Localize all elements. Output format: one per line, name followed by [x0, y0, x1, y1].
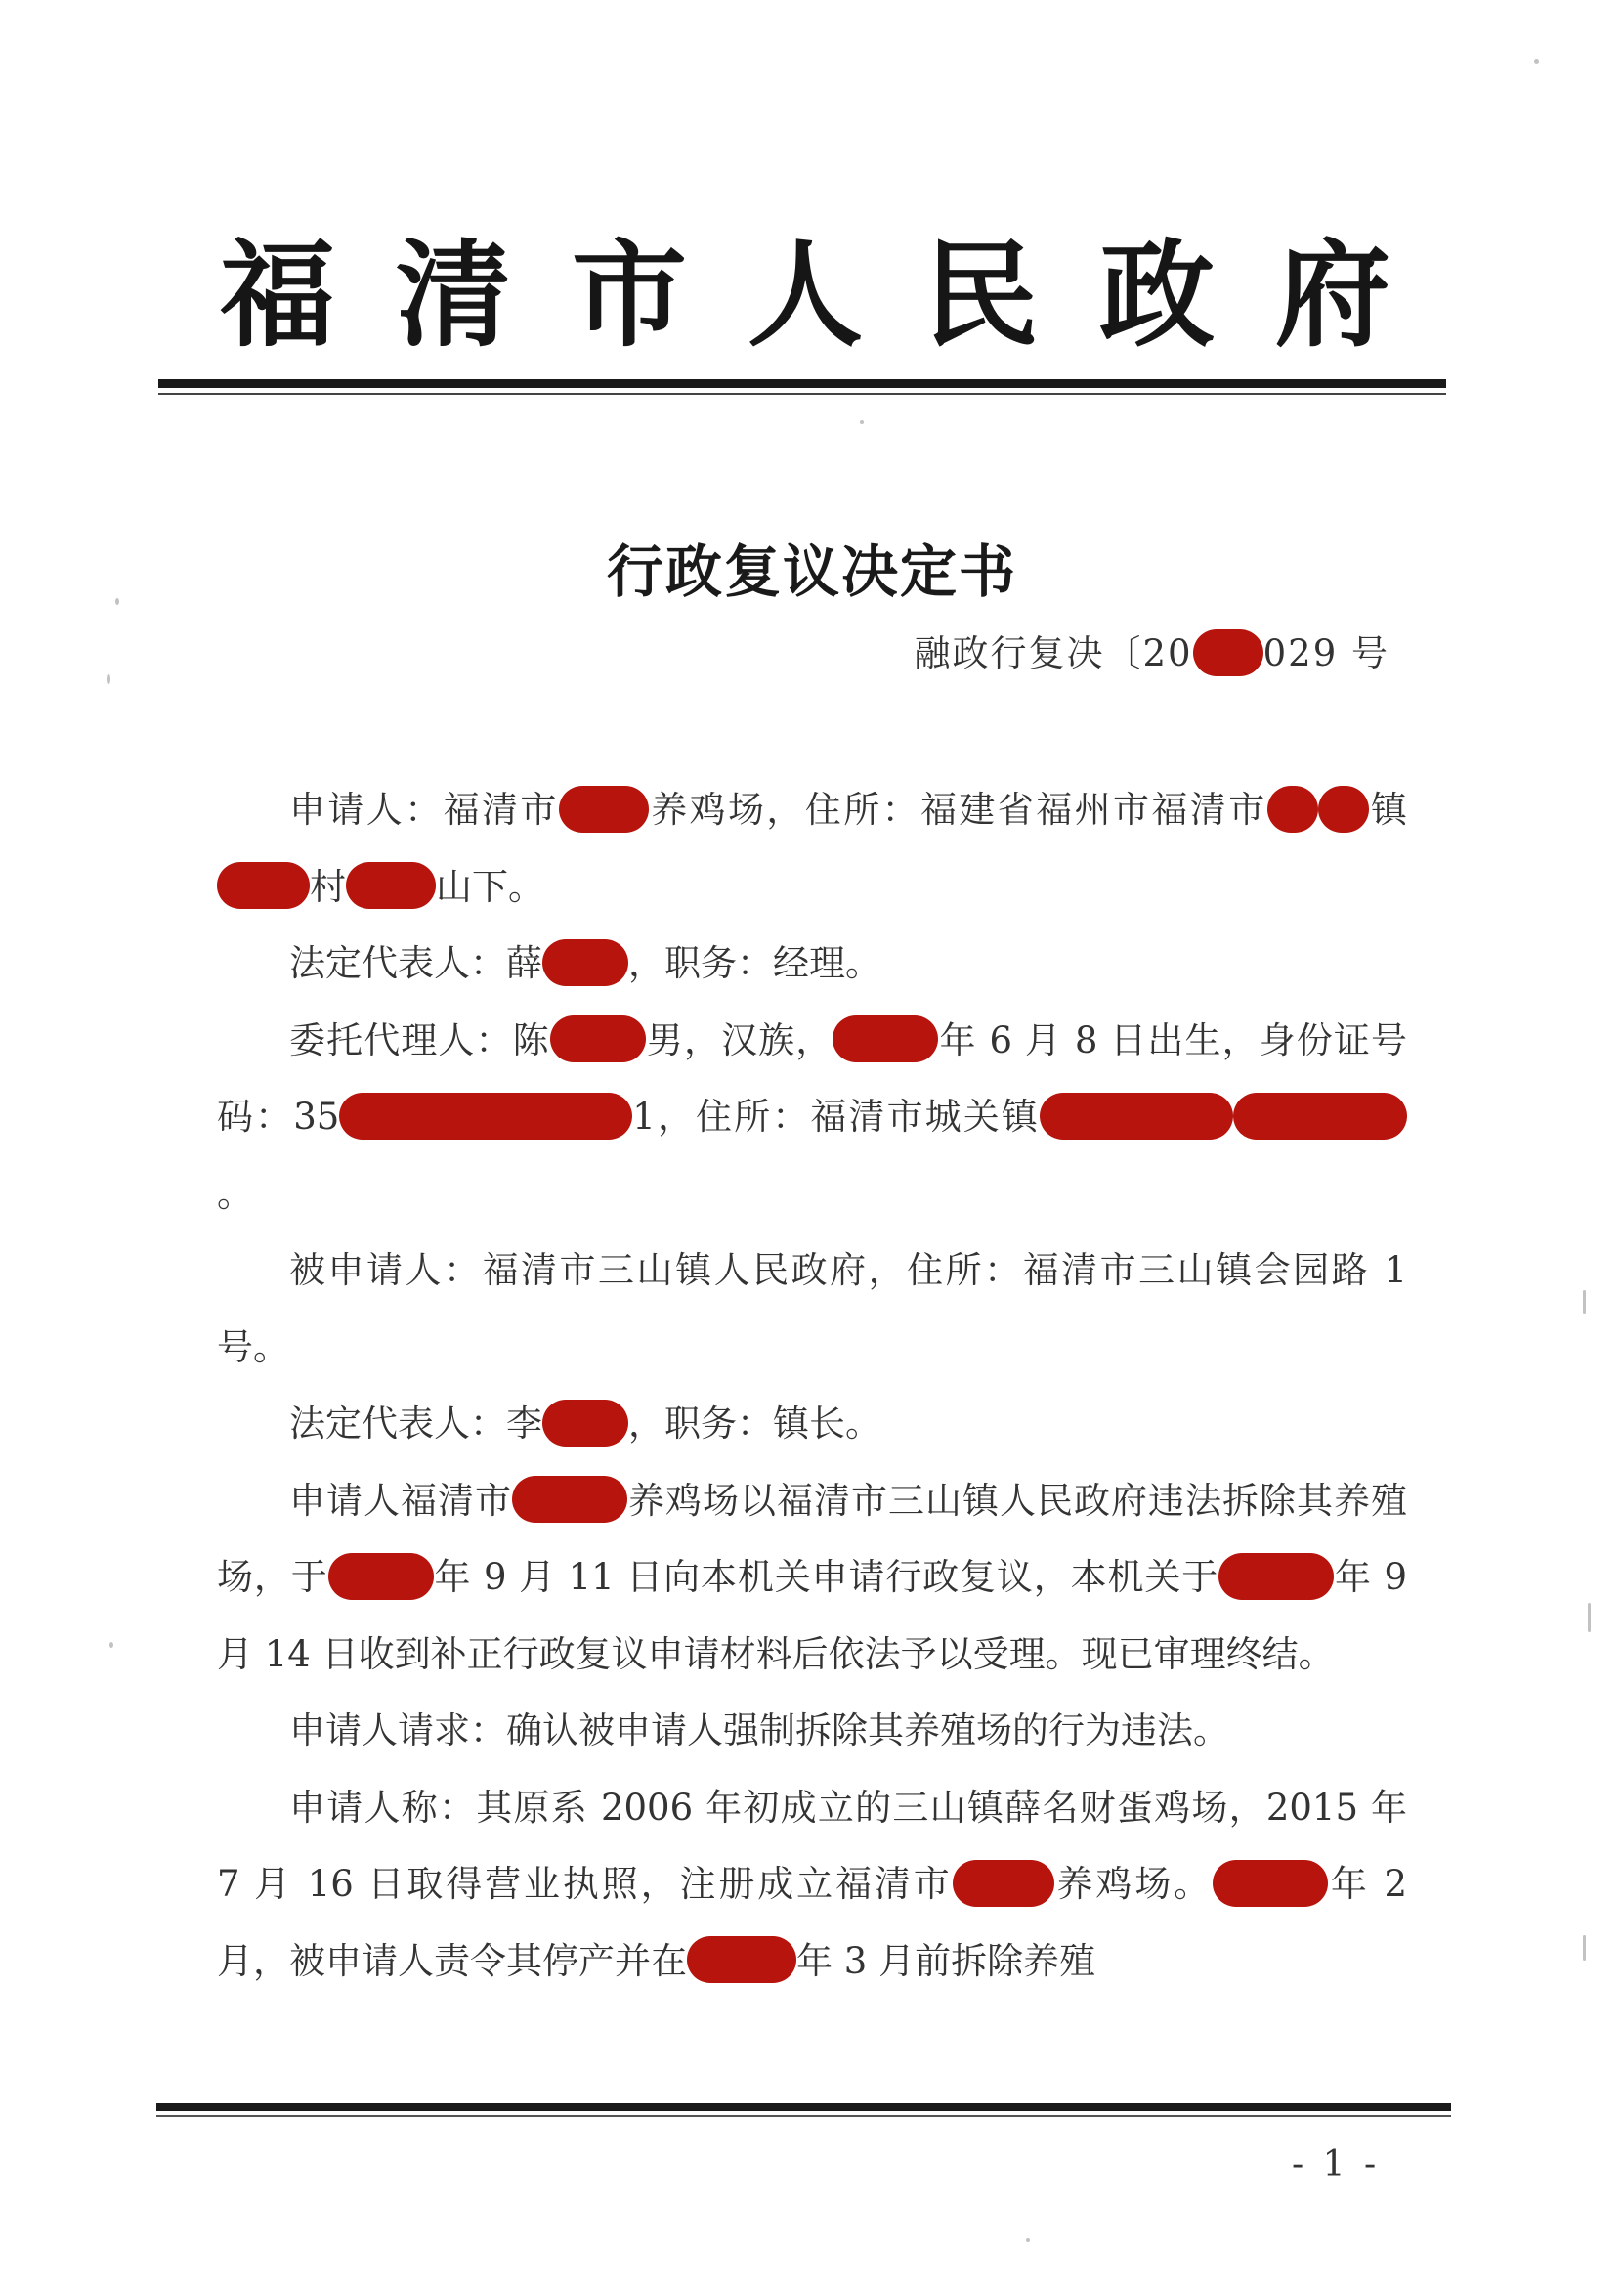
- scan-speck: [1534, 59, 1539, 64]
- paragraph-text: 被申请人：福清市三山镇人民政府，住所：福清市三山镇会园路 1 号。: [217, 1249, 1407, 1368]
- redaction-mark: [833, 1015, 938, 1062]
- scan-speck: [1026, 2238, 1030, 2242]
- redaction-mark: [339, 1093, 632, 1140]
- paragraph-text: 申请人请求：确认被申请人强制拆除其养殖场的行为违法。: [289, 1709, 1229, 1751]
- paragraph-text: 申请人：福清市: [289, 789, 559, 831]
- body-paragraph: [217, 1770, 1407, 2001]
- body-paragraph: [217, 1386, 1407, 1463]
- paragraph-text: 法定代表人：薛: [289, 942, 542, 984]
- scan-speck: [109, 1642, 113, 1648]
- paragraph-text: 养鸡场。: [1053, 1863, 1214, 1905]
- document-number-suffix: 029 号: [1262, 632, 1389, 674]
- body-paragraph: [217, 1693, 1407, 1770]
- paragraph-text: 法定代表人：李: [289, 1403, 542, 1445]
- body-paragraph: [217, 1463, 1407, 1694]
- paragraph-text: 年 3 月前拆除养殖: [796, 1939, 1096, 1982]
- paragraph-text: 委托代理人：陈: [289, 1018, 550, 1061]
- scan-speck: [1583, 1290, 1586, 1314]
- paragraph-text: 年 2 月，被申请人责令其停产并在: [217, 1863, 1407, 1982]
- body-paragraph: [217, 772, 1407, 926]
- redaction-mark: [512, 1476, 627, 1523]
- redaction-mark: [953, 1860, 1054, 1907]
- paragraph-text: ，职务：经理。: [628, 942, 881, 984]
- body-paragraph: [217, 1232, 1407, 1386]
- paragraph-text: 年 6 月 8 日出生，身份证号码：35: [217, 1018, 1407, 1138]
- redaction-mark: [217, 862, 310, 909]
- paragraph-text: 年 9 月 11 日向本机关申请行政复议，本机关于: [433, 1556, 1219, 1598]
- page-number: - 1 -: [1292, 2144, 1381, 2184]
- scan-speck: [860, 420, 864, 424]
- header-rule: [158, 379, 1446, 388]
- redaction-mark: [550, 1015, 646, 1062]
- paragraph-text: 村: [310, 865, 346, 908]
- scan-speck: [1588, 1603, 1591, 1632]
- redaction-mark: [1193, 629, 1263, 676]
- document-number: [915, 624, 1389, 680]
- paragraph-text: 。: [217, 1172, 253, 1215]
- scan-speck: [1583, 1935, 1586, 1961]
- redaction-mark: [1040, 1093, 1233, 1140]
- redaction-mark: [542, 1400, 628, 1447]
- paragraph-text: 男，汉族，: [645, 1018, 833, 1061]
- paragraph-text: 镇: [1368, 789, 1408, 831]
- document-number-prefix: 融政行复决〔20: [914, 632, 1193, 674]
- paragraph-text: 申请人福清市: [289, 1479, 512, 1522]
- document-body: [217, 772, 1407, 2000]
- body-paragraph: [217, 1003, 1407, 1233]
- paragraph-text: 山下。: [436, 865, 544, 908]
- paragraph-text: 申请人称：其原系 2006 年初成立的三山镇薛名财蛋鸡场，2015 年 7 月 16 日取得营业执照，注册成立福清市: [217, 1786, 1407, 1905]
- paragraph-text: 养鸡场以福清市三山镇人民政府违法拆除其养殖场，于: [217, 1479, 1407, 1598]
- redaction-mark: [1318, 786, 1369, 833]
- paragraph-text: 1，住所：福清市城关镇: [632, 1096, 1040, 1138]
- redaction-mark: [687, 1936, 796, 1983]
- redaction-mark: [559, 786, 649, 833]
- body-paragraph: [217, 926, 1407, 1003]
- issuer-header: 福清市人民政府: [220, 227, 1452, 363]
- redaction-mark: [542, 939, 628, 986]
- redaction-mark: [1267, 786, 1318, 833]
- redaction-mark: [1233, 1093, 1407, 1140]
- redaction-mark: [1218, 1553, 1334, 1600]
- redaction-mark: [1213, 1860, 1328, 1907]
- document-title: 行政复议决定书: [606, 539, 1017, 605]
- redaction-mark: [328, 1553, 434, 1600]
- paragraph-text: ，职务：镇长。: [628, 1403, 881, 1445]
- footer-rule-thin: [156, 2115, 1451, 2117]
- paragraph-text: 年 9 月 14 日收到补正行政复议申请材料后依法予以受理。现已审理终结。: [217, 1556, 1407, 1675]
- redaction-mark: [346, 862, 436, 909]
- scan-speck: [107, 674, 110, 684]
- paragraph-text: 养鸡场，住所：福建省福州市福清市: [648, 789, 1267, 831]
- header-rule-thin: [158, 393, 1446, 395]
- footer-rule: [156, 2103, 1451, 2111]
